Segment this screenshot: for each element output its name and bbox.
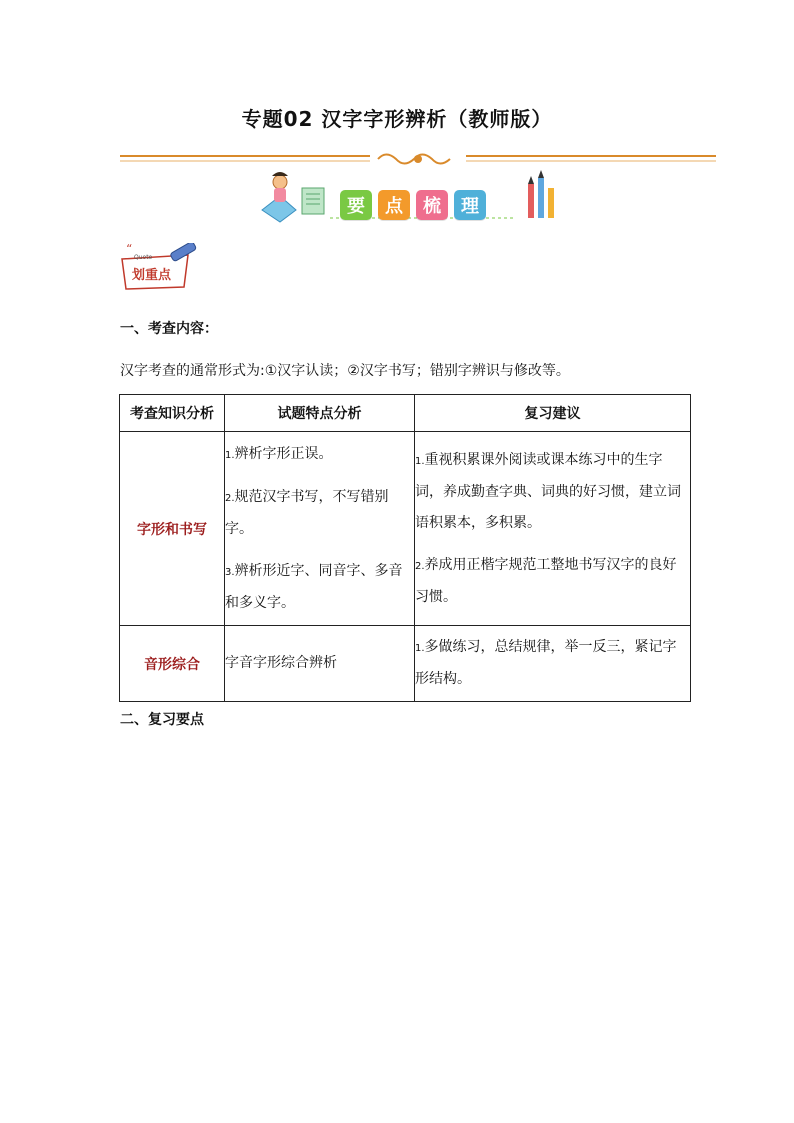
suggestions-cell bbox=[415, 626, 691, 702]
points-cell bbox=[225, 626, 415, 702]
point-text: 辨析字形正误。 bbox=[234, 445, 333, 462]
chip-1: 要 bbox=[340, 190, 372, 220]
point-number: 1. bbox=[225, 449, 235, 461]
table-row bbox=[120, 626, 691, 702]
suggestion-number: 1. bbox=[415, 643, 425, 654]
suggestions-cell bbox=[415, 432, 691, 626]
table-header: 试题特点分析 bbox=[225, 395, 415, 432]
chip-4: 理 bbox=[454, 190, 486, 220]
chip-2: 点 bbox=[378, 190, 410, 220]
quote-label: 划重点 bbox=[132, 268, 172, 283]
points-cell bbox=[225, 432, 415, 626]
section-2-heading: 二、复习要点 bbox=[120, 712, 204, 728]
point-number: 2. bbox=[225, 492, 235, 504]
intro-text: 汉字考查的通常形式为:①汉字认读；②汉字书写；错别字辨识与修改等。 bbox=[120, 363, 570, 379]
exam-content-table bbox=[119, 394, 691, 702]
point-number: 3. bbox=[225, 566, 235, 578]
point-text: 辨析形近字、同音字、多音和多义字。 bbox=[225, 562, 403, 611]
ornamental-divider bbox=[120, 150, 716, 168]
table-header: 复习建议 bbox=[415, 395, 691, 432]
svg-text:“: “ bbox=[126, 243, 133, 256]
suggestion-text: 重视积累课外阅读或课本练习中的生字词，养成勤查字典、词典的好习惯，建立词语积累本，多积累。 bbox=[415, 451, 681, 531]
key-points-chips bbox=[340, 190, 486, 220]
point-text: 规范汉字书写，不写错别字。 bbox=[225, 488, 389, 537]
suggestion-text: 养成用正楷字规范工整地书写汉字的良好习惯。 bbox=[415, 556, 677, 605]
suggestion-text: 多做练习，总结规律，举一反三，紧记字形结构。 bbox=[415, 639, 677, 687]
section-1-heading: 一、考查内容： bbox=[120, 321, 218, 337]
document-title: 专题02 汉字字形辨析（教师版） bbox=[241, 107, 553, 131]
suggestion-number: 2. bbox=[415, 560, 425, 572]
point-text: 字音字形综合辨析 bbox=[225, 655, 337, 671]
table-row bbox=[120, 432, 691, 626]
quote-badge bbox=[118, 243, 204, 293]
suggestion-number: 1. bbox=[415, 455, 425, 467]
chip-3: 梳 bbox=[416, 190, 448, 220]
topic-cell: 音形综合 bbox=[120, 626, 225, 702]
quote-small-text: Quote bbox=[134, 254, 153, 261]
table-header: 考查知识分析 bbox=[120, 395, 225, 432]
table-header-row bbox=[120, 395, 691, 432]
topic-cell: 字形和书写 bbox=[120, 432, 225, 626]
